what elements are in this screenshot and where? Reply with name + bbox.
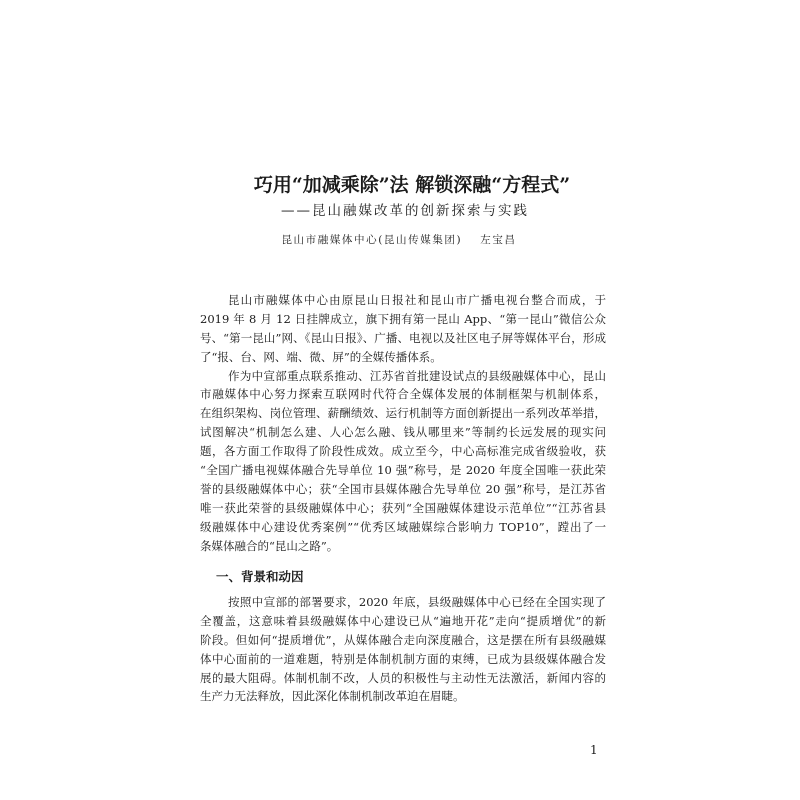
section-heading: 一、背景和动因 [216, 569, 304, 584]
text-line: 试图解决“机制怎么建、人心怎么融、钱从哪里来”等制约长远发展的现实问 [200, 425, 606, 440]
author-line [199, 231, 599, 249]
text-line: 级融媒体中心建设优秀案例”“优秀区域融媒综合影响力 TOP10”，蹚出了一 [200, 519, 606, 534]
text-line: 阶段。但如何“提质增优”，从媒体融合走向深度融合，这是摆在所有县级融媒 [200, 632, 606, 647]
section-body [200, 593, 606, 706]
text-line: 全覆盖，这意味着县级融媒体中心建设已从“遍地开花”走向“提质增优”的新 [200, 613, 606, 628]
text-line: 2019 年 8 月 12 日挂牌成立，旗下拥有第一昆山 App、“第一昆山”微信公众 [200, 311, 606, 326]
text-line: 了“报、台、网、端、微、屏”的全媒传播体系。 [200, 349, 442, 364]
paragraph [200, 367, 606, 556]
text-line: 生产力无法释放，因此深化体制机制改革迫在眉睫。 [200, 689, 465, 704]
text-line: 昆山市融媒体中心由原昆山日报社和昆山市广播电视台整合而成，于 [228, 293, 606, 307]
text-line: 作为中宣部重点联系推动、江苏省首批建设试点的县级融媒体中心，昆山 [228, 368, 606, 383]
text-line: 唯一获此荣誉的县级融媒体中心；获列“全国融媒体建设示范单位”“江苏省县 [200, 500, 606, 515]
text-line: 按照中宣部的部署要求，2020 年底，县级融媒体中心已经在全国实现了 [228, 595, 606, 609]
text-line: 展的最大阻碍。体制机制不改，人员的积极性与主动性无法激活，新闻内容的 [200, 670, 606, 685]
text-line: 体中心面前的一道难题，特别是体制机制方面的束缚，已成为县级媒体融合发 [200, 651, 606, 666]
paragraph [200, 291, 606, 367]
text-line: 题，各方面工作取得了阶段性成效。成立至今，中心高标准完成省级验收，获 [200, 444, 606, 459]
article-title: 巧用“加减乘除”法 解锁深融“方程式” [253, 174, 571, 196]
paragraph [200, 593, 606, 706]
author-name: 左宝昌 [480, 234, 517, 246]
text-line: 市融媒体中心努力探索互联网时代符合全媒体发展的体制框架与机制体系， [200, 387, 606, 402]
author-affiliation: 昆山市融媒体中心(昆山传媒集团) [281, 234, 463, 246]
text-line: “全国广播电视媒体融合先导单位 10 强”称号，是 2020 年度全国唯一获此荣 [200, 463, 606, 478]
text-line: 条媒体融合的“昆山之路”。 [200, 538, 339, 553]
page-number: 1 [590, 743, 598, 757]
text-line: 在组织架构、岗位管理、薪酬绩效、运行机制等方面创新提出一系列改革举措， [200, 406, 606, 421]
text-line: 号、“第一昆山”网、《昆山日报》、广播、电视以及社区电子屏等媒体平台，形成 [200, 330, 606, 345]
article-subtitle: ——昆山融媒改革的创新探索与实践 [281, 203, 529, 219]
text-line: 誉的县级融媒体中心；获“全国市县媒体融合先导单位 20 强”称号，是江苏省 [200, 481, 606, 496]
intro-body [200, 291, 606, 555]
